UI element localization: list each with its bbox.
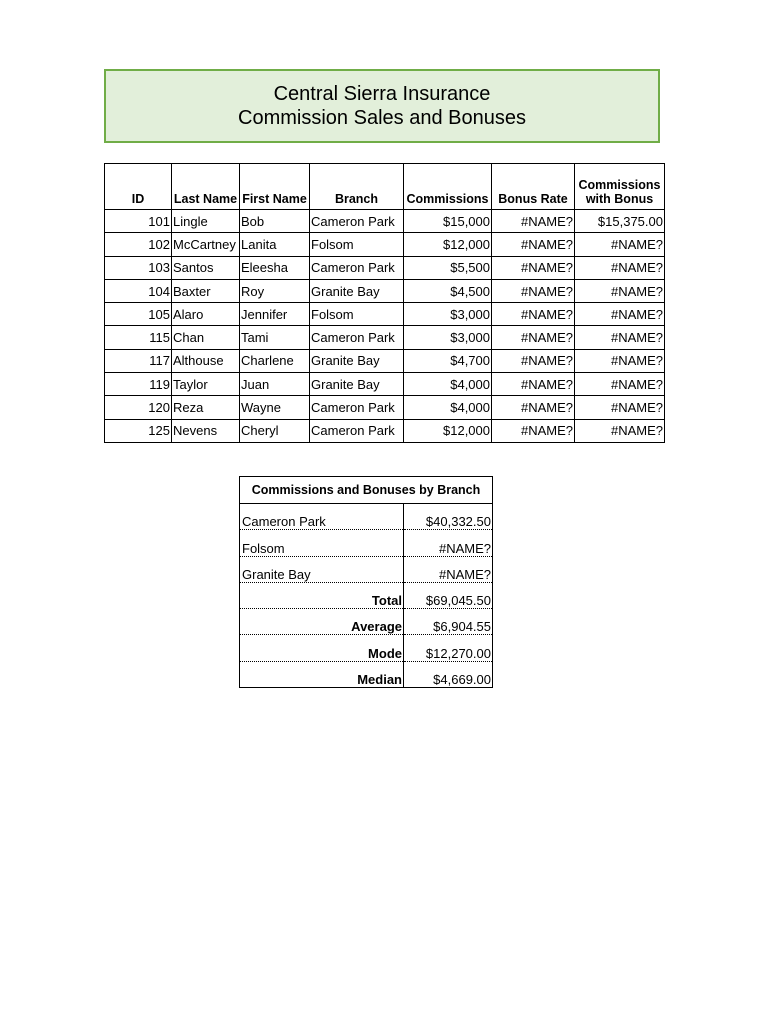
cell-commissions[interactable]: $15,000 — [404, 210, 492, 233]
commission-table — [104, 163, 665, 443]
cell-bonus-rate[interactable]: #NAME? — [492, 419, 575, 442]
cell-id[interactable]: 105 — [105, 303, 172, 326]
cell-bonus-rate[interactable]: #NAME? — [492, 256, 575, 279]
cell-first-name[interactable]: Juan — [240, 373, 310, 396]
cell-branch[interactable]: Cameron Park — [310, 210, 404, 233]
summary-branch-row — [240, 556, 493, 582]
summary-branch-value[interactable]: #NAME? — [404, 556, 493, 582]
cell-commissions-with-bonus[interactable]: #NAME? — [575, 349, 665, 372]
cell-last-name[interactable]: Nevens — [172, 419, 240, 442]
cell-commissions-with-bonus[interactable]: #NAME? — [575, 233, 665, 256]
branch-summary-table — [239, 476, 493, 688]
summary-stat-label[interactable]: Median — [357, 672, 402, 688]
header-with-bonus-line2: with Bonus — [585, 192, 654, 206]
cell-commissions-with-bonus[interactable]: #NAME? — [575, 279, 665, 302]
cell-commissions-with-bonus[interactable]: #NAME? — [575, 326, 665, 349]
cell-first-name[interactable]: Charlene — [240, 349, 310, 372]
cell-commissions[interactable]: $3,000 — [404, 326, 492, 349]
sheet-title-box — [104, 69, 660, 143]
summary-body — [240, 504, 493, 688]
summary-stat-value[interactable]: $12,270.00 — [404, 635, 493, 661]
cell-commissions-with-bonus[interactable]: #NAME? — [575, 303, 665, 326]
cell-last-name[interactable]: Santos — [172, 256, 240, 279]
cell-commissions-with-bonus[interactable]: #NAME? — [575, 396, 665, 419]
table-row — [105, 233, 665, 256]
cell-bonus-rate[interactable]: #NAME? — [492, 303, 575, 326]
cell-id[interactable]: 103 — [105, 256, 172, 279]
cell-commissions-with-bonus[interactable]: $15,375.00 — [575, 210, 665, 233]
cell-bonus-rate[interactable]: #NAME? — [492, 349, 575, 372]
summary-branch-value[interactable]: #NAME? — [404, 530, 493, 556]
cell-last-name[interactable]: Althouse — [172, 349, 240, 372]
cell-branch[interactable]: Granite Bay — [310, 349, 404, 372]
cell-commissions[interactable]: $12,000 — [404, 233, 492, 256]
summary-stat-value[interactable]: $4,669.00 — [404, 661, 493, 687]
cell-bonus-rate[interactable]: #NAME? — [492, 373, 575, 396]
cell-last-name[interactable]: Lingle — [172, 210, 240, 233]
cell-first-name[interactable]: Eleesha — [240, 256, 310, 279]
header-branch[interactable]: Branch — [310, 164, 404, 210]
cell-commissions-with-bonus[interactable]: #NAME? — [575, 373, 665, 396]
cell-commissions-with-bonus[interactable]: #NAME? — [575, 419, 665, 442]
header-id[interactable]: ID — [105, 164, 172, 210]
cell-branch[interactable]: Granite Bay — [310, 373, 404, 396]
table-row — [105, 419, 665, 442]
summary-stat-value[interactable]: $69,045.50 — [404, 582, 493, 608]
summary-title[interactable]: Commissions and Bonuses by Branch — [240, 477, 493, 504]
summary-stat-row — [240, 635, 493, 661]
summary-branch-value[interactable]: $40,332.50 — [404, 504, 493, 530]
summary-stat-row — [240, 609, 493, 635]
cell-first-name[interactable]: Wayne — [240, 396, 310, 419]
cell-commissions[interactable]: $4,500 — [404, 279, 492, 302]
sheet-title-line2: Commission Sales and Bonuses — [238, 107, 526, 129]
cell-commissions[interactable]: $12,000 — [404, 419, 492, 442]
cell-branch[interactable]: Cameron Park — [310, 419, 404, 442]
summary-stat-label[interactable]: Average — [240, 609, 404, 635]
cell-commissions[interactable]: $3,000 — [404, 303, 492, 326]
cell-id[interactable]: 119 — [105, 373, 172, 396]
table-row — [105, 349, 665, 372]
table-body — [105, 210, 665, 443]
cell-last-name[interactable]: McCartney — [172, 233, 240, 256]
summary-branch-label[interactable]: Cameron Park — [240, 504, 404, 530]
summary-stat-label[interactable]: Mode — [240, 635, 404, 661]
table-row — [105, 373, 665, 396]
summary-stat-row — [240, 661, 493, 687]
cell-commissions[interactable]: $4,700 — [404, 349, 492, 372]
cell-first-name[interactable]: Cheryl — [240, 419, 310, 442]
cell-id[interactable]: 101 — [105, 210, 172, 233]
table-header-row — [105, 164, 665, 210]
cell-commissions[interactable]: $5,500 — [404, 256, 492, 279]
header-bonus-rate[interactable]: Bonus Rate — [492, 164, 575, 210]
cell-commissions[interactable]: $4,000 — [404, 373, 492, 396]
cell-bonus-rate[interactable]: #NAME? — [492, 210, 575, 233]
cell-branch[interactable]: Cameron Park — [310, 396, 404, 419]
cell-branch[interactable]: Folsom — [310, 233, 404, 256]
summary-branch-label[interactable]: Folsom — [240, 530, 404, 556]
table-row — [105, 210, 665, 233]
header-commissions[interactable]: Commissions — [404, 164, 492, 210]
cell-id[interactable]: 102 — [105, 233, 172, 256]
header-with-bonus-line1: Commissions — [578, 178, 661, 192]
summary-branch-label[interactable]: Granite Bay — [240, 556, 404, 582]
sheet-title-line1: Central Sierra Insurance — [273, 83, 491, 105]
table-row — [105, 279, 665, 302]
cell-id[interactable]: 117 — [105, 349, 172, 372]
cell-first-name[interactable]: Lanita — [240, 233, 310, 256]
summary-stat-value[interactable]: $6,904.55 — [404, 609, 493, 635]
cell-branch[interactable]: Folsom — [310, 303, 404, 326]
cell-last-name[interactable]: Baxter — [172, 279, 240, 302]
cell-branch[interactable]: Cameron Park — [310, 256, 404, 279]
cell-id[interactable]: 104 — [105, 279, 172, 302]
summary-branch-row — [240, 504, 493, 530]
cell-bonus-rate[interactable]: #NAME? — [492, 396, 575, 419]
cell-id[interactable]: 115 — [105, 326, 172, 349]
summary-stat-row — [240, 582, 493, 608]
cell-last-name[interactable]: Reza — [172, 396, 240, 419]
cell-first-name[interactable]: Jennifer — [240, 303, 310, 326]
header-commissions-with-bonus[interactable] — [575, 164, 665, 210]
cell-commissions-with-bonus[interactable]: #NAME? — [575, 256, 665, 279]
cell-last-name[interactable]: Alaro — [172, 303, 240, 326]
header-last-name[interactable]: Last Name — [172, 164, 240, 210]
summary-branch-row — [240, 530, 493, 556]
cell-id[interactable]: 125 — [105, 419, 172, 442]
table-row — [105, 303, 665, 326]
cell-first-name[interactable]: Bob — [240, 210, 310, 233]
cell-first-name[interactable]: Tami — [240, 326, 310, 349]
cell-bonus-rate[interactable]: #NAME? — [492, 279, 575, 302]
cell-last-name[interactable]: Chan — [172, 326, 240, 349]
cell-id[interactable]: 120 — [105, 396, 172, 419]
summary-stat-label[interactable]: Total — [240, 582, 404, 608]
cell-bonus-rate[interactable]: #NAME? — [492, 326, 575, 349]
cell-branch[interactable]: Cameron Park — [310, 326, 404, 349]
table-row — [105, 326, 665, 349]
cell-first-name[interactable]: Roy — [240, 279, 310, 302]
table-row — [105, 256, 665, 279]
cell-commissions[interactable]: $4,000 — [404, 396, 492, 419]
cell-branch[interactable]: Granite Bay — [310, 279, 404, 302]
cell-bonus-rate[interactable]: #NAME? — [492, 233, 575, 256]
cell-last-name[interactable]: Taylor — [172, 373, 240, 396]
header-first-name[interactable]: First Name — [240, 164, 310, 210]
table-row — [105, 396, 665, 419]
